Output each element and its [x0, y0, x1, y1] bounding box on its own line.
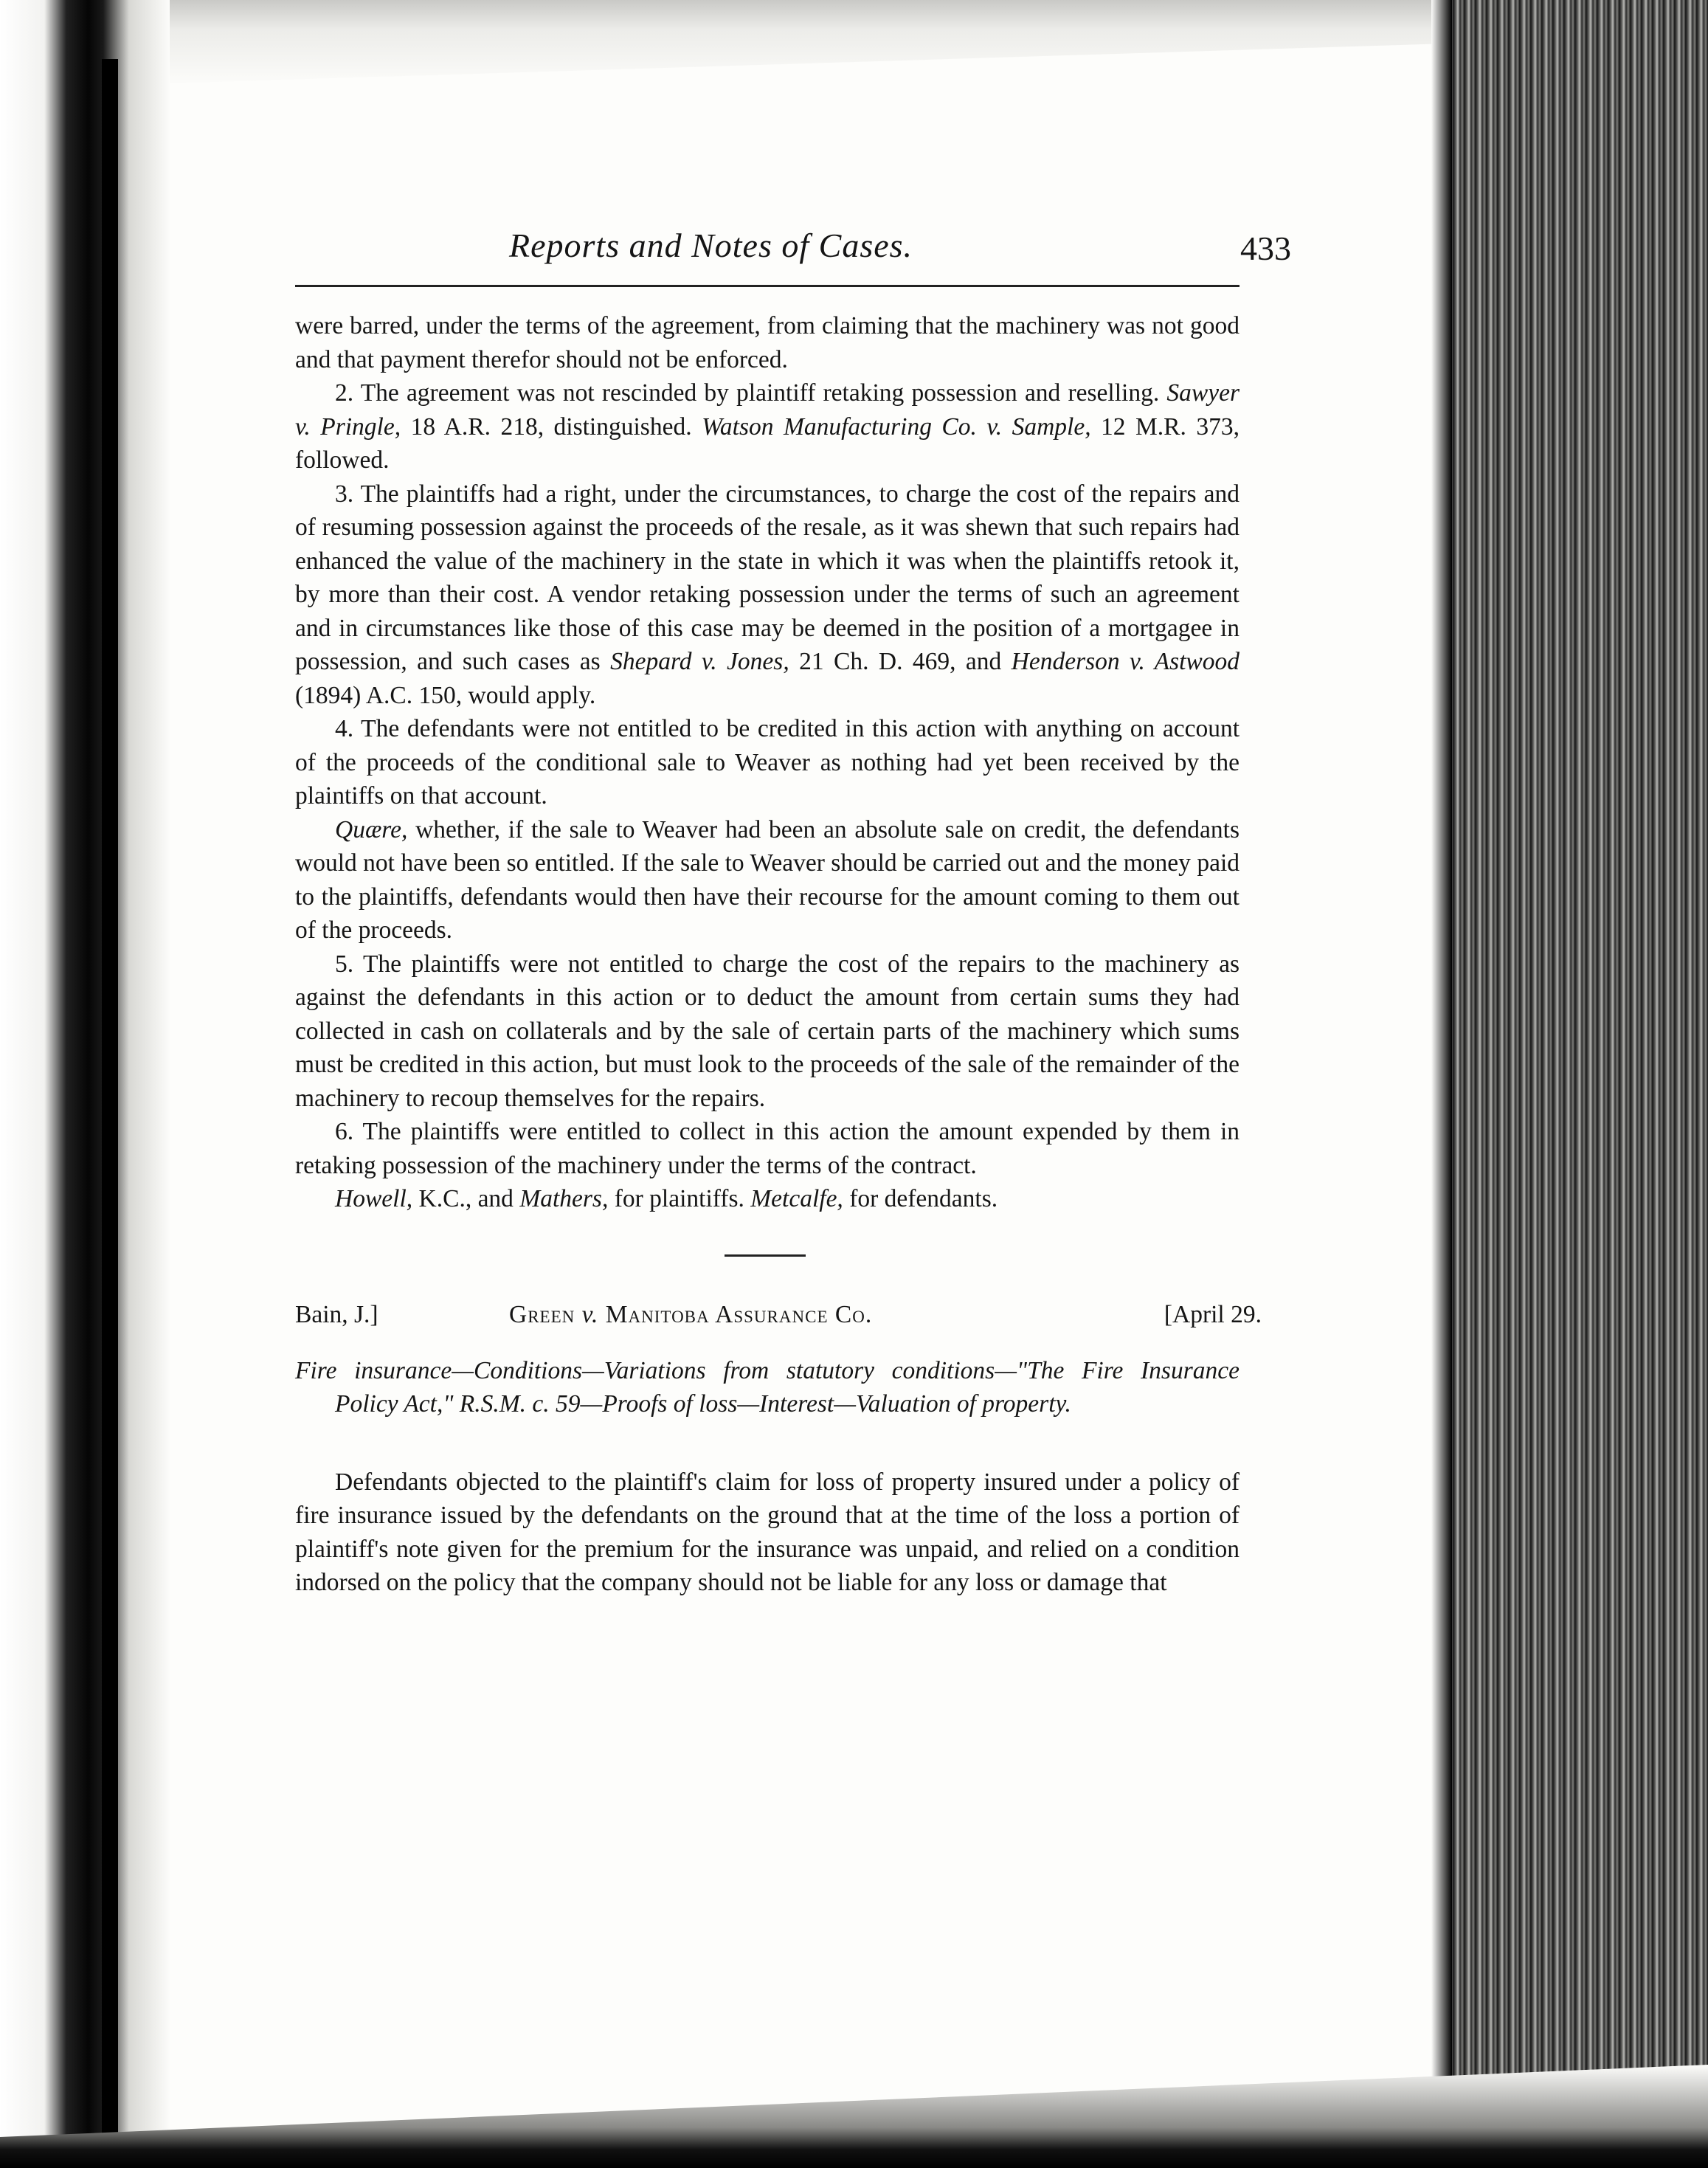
- case-citation: Shepard v. Jones,: [610, 648, 789, 675]
- paragraph-quaere: [295, 813, 1239, 947]
- headnote: Fire insurance—Conditions—Variations from statutory conditions—"The Fire Insurance Policy Act," R.S.M. c. 59—Proofs of loss—Interest—Valuation of property.: [295, 1356, 1239, 1418]
- paragraph-text: for defendants.: [849, 1185, 998, 1212]
- paragraph-text: 3. The plaintiffs had a right, under the circumstances, to charge the cost of the repairs and of resuming possession against the proceeds of the resale, as it was shewn that such repairs had enhanced the value of the machinery in the state in which it was when the plaintiffs retook it, by more than their cost. A vendor retaking possession under the terms of such an agreement and in circumstances like those of this case may be deemed in the position of a mortgagee in possession, and such cases as: [295, 480, 1239, 675]
- paragraph-continued: [295, 309, 1239, 376]
- case-citation: Sawyer v. Pringle,: [295, 379, 1240, 441]
- paragraph-2: [295, 376, 1239, 477]
- quaere-word: Quære,: [335, 815, 408, 843]
- opening-paragraph: [295, 1466, 1239, 1600]
- page-text-block: [295, 221, 1291, 1600]
- paragraph-text: K.C., and: [418, 1185, 514, 1212]
- case-citation: Henderson v. Astwood: [1011, 648, 1240, 675]
- paragraph-text: were barred, under the terms of the agreement, from claiming that the machinery was not good and that payment therefor should not be enforced.: [295, 312, 1239, 373]
- left-binding-shadow: [0, 0, 170, 2168]
- paragraph-text: 4. The defendants were not entitled to be credited in this action with anything on account of the proceeds of the conditional sale to Weaver as nothing had yet been received by the plaintiffs on that account.: [295, 715, 1239, 809]
- paragraph-text: 6. The plaintiffs were entitled to collect in this action the amount expended by them in retaking possession of the machinery under the terms of the contract.: [295, 1118, 1239, 1179]
- paragraph-text: whether, if the sale to Weaver had been an absolute sale on credit, the defendants would not have been so entitled. If the sale to Weaver should be carried out and the money paid to the plaintiffs, defendants would then have their recourse for the amount coming to them out of the proceeds.: [295, 815, 1239, 944]
- paragraph-5: [295, 947, 1239, 1116]
- paragraph-text: 18 A.R. 218, distinguished.: [410, 412, 692, 441]
- case-versus: v.: [581, 1300, 599, 1328]
- judge-name: Bain, J.]: [295, 1300, 378, 1328]
- paragraph-4: [295, 712, 1239, 813]
- paragraph-text: 2. The agreement was not rescinded by plaintiff retaking possession and reselling.: [335, 379, 1160, 407]
- counsel-name: Mathers,: [519, 1185, 609, 1212]
- case-party-a: Green: [509, 1300, 575, 1328]
- counsel-name: Howell,: [335, 1185, 413, 1212]
- paragraph-6: [295, 1115, 1239, 1182]
- bottom-scan-shadow: [0, 2065, 1708, 2168]
- left-binding-edge: [102, 59, 118, 2140]
- counsel-name: Metcalfe,: [750, 1185, 843, 1212]
- paragraph-text: (1894) A.C. 150, would apply.: [295, 681, 596, 709]
- paragraph-text: for plaintiffs.: [614, 1185, 744, 1212]
- right-page-edges: [1431, 0, 1708, 2168]
- paragraph-text: 12 M.R. 373, followed.: [295, 412, 1239, 474]
- paragraph-text: Defendants objected to the plaintiff's claim for loss of property insured under a policy of fire insurance issued by the defendants on the ground that at the time of the loss a portion of plaintiff's note given for the premium for the insurance was unpaid, and relied on a condition indorsed on the policy that the company should not be liable for any loss or damage that: [295, 1468, 1239, 1596]
- page-number: 433: [1240, 229, 1291, 267]
- case-citation: Watson Manufacturing Co. v. Sample,: [702, 412, 1091, 441]
- running-head: [295, 221, 1291, 287]
- running-title: Reports and Notes of Cases.: [509, 227, 913, 264]
- paragraph-3: [295, 477, 1239, 713]
- counsel-line: [295, 1182, 1239, 1216]
- case-party-b: Manitoba Assurance Co.: [605, 1300, 873, 1328]
- section-divider: [725, 1254, 806, 1257]
- case-heading: [295, 1300, 1262, 1338]
- case-name: [509, 1301, 872, 1329]
- paragraph-text: 5. The plaintiffs were not entitled to charge the cost of the repairs to the machinery as against the defendants in this action or to deduct the amount from certain sums they had collected in cash on collaterals and by the sale of certain parts of the machinery which sums must be credited in this action, but must look to the proceeds of the sale of the remainder of the machinery to recoup themselves for the repairs.: [295, 950, 1239, 1112]
- paragraph-text: 21 Ch. D. 469, and: [799, 648, 1002, 675]
- case-date: [April 29.: [1164, 1300, 1262, 1328]
